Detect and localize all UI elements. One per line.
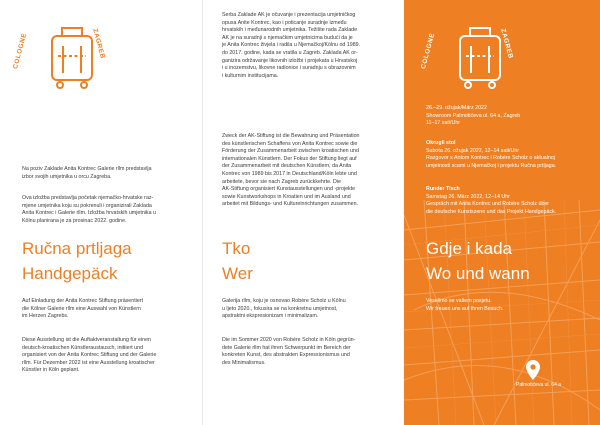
text-line: mjene umjetnika koju su pokrenuli i organizirali Zaklada (22, 202, 152, 209)
text-line: im Herzen Zagrebs. (22, 313, 69, 320)
logo-city-right: ZAGREB (499, 28, 515, 60)
text-line: Subota 26. ožujak 2022, 12–14 sati/Uhr (426, 147, 520, 154)
headline-hr: Tko (222, 239, 251, 258)
intro-hr (22, 166, 197, 181)
text-line: Künstler in Köln geplant. (22, 367, 80, 374)
text-line: 11–17 sati/Uhr (426, 120, 461, 127)
suitcase-icon (18, 18, 128, 96)
text-line: der Zusammenarbeit mit deutschen Künstlern, da Anita (222, 163, 352, 170)
text-line: Diese Ausstellung ist die Auftaktveranstaltung für einen (22, 337, 151, 343)
para-de (222, 133, 404, 209)
text-line: Razgovor s Antom Kontrec i Robère Scholz o aktualnoj (426, 155, 555, 162)
text-line: Serba Zaklade AK je očuvanje i prezentacija umjetničkog (222, 12, 356, 18)
text-line: Wir freuen uns auf Ihren Besuch. (426, 305, 504, 312)
text-line: AK-Stiftung organisiert Kunstausstellungen und -projekte (222, 186, 356, 193)
welcome-text (426, 298, 596, 313)
pin-label: Palmotićeva ul. 64 a (516, 382, 562, 388)
text-line: die deutsche Kunstszene und das Projekt Handgepäck. (426, 208, 557, 215)
text-line: AK je na suradnji s njemačkim umjetnicima budući da je (222, 34, 353, 41)
text-line: sowie Kunstworkshops in Kroatien und im Ausland und (222, 193, 351, 200)
event-roundtable-de (426, 186, 596, 216)
logo-city-left: COLOGNE (12, 32, 29, 70)
headline-de: Handgepäck (22, 264, 118, 283)
text-line: hrvatskih i međunarodnih umjetnika. Težište rada Zaklade (222, 27, 358, 34)
para-de2 (222, 337, 404, 367)
text-line: konkreten Kunst, des abstrakten Expressionismus und (222, 352, 350, 359)
event-dates (426, 105, 596, 128)
text-line: Auf Einladung der Anita Kontrec Stiftung präsentiert (22, 298, 144, 304)
text-line: deutsch-kroatischen Künstleraustausch, initiiert und (22, 344, 144, 351)
text-line: apstraktni ekspresionizam i minimalizam. (222, 313, 319, 320)
event-title: Runder Tisch (426, 186, 460, 192)
para-de1 (22, 298, 200, 321)
text-line: i kulturnim institucijama. (222, 72, 279, 79)
suitcase-logo (420, 18, 536, 96)
para-hr (222, 12, 402, 80)
headline-de: Wo und wann (426, 264, 530, 283)
text-line: Die im Sommer 2020 von Robère Scholz in Köln gegrün- (222, 337, 356, 343)
text-line: je Anita Kontrec živjela i radila u Njemačkoj/Kölnu od 1989. (222, 42, 361, 49)
text-line: Showroom Palmotićeva ul. 64 a, Zagreb (426, 112, 521, 119)
text-line: organisiert von der Anita Kontrec Stiftung und der Galerie (22, 352, 157, 359)
text-line: Kölnu planirana je za prosinac 2022. godine. (22, 217, 127, 224)
text-line: u ljeto 2020., fokusira se na konkretnu umjetnost, (222, 305, 338, 312)
text-line: opusa Anite Kontrec, kao i poticanje suradnje između (222, 19, 347, 26)
event-roundtable-hr (426, 140, 596, 170)
text-line: Gespräch mit Anita Kontrec und Robère Scholz über (426, 201, 550, 208)
text-line: ganizira održavanje likovnih izložbi i projekata u Hrvatskoj (222, 57, 358, 64)
text-line: Kontrec von 1989 bis 2017 in Deutschland/Köln lebte und (222, 170, 357, 177)
panel-middle (202, 0, 404, 425)
text-line: die Kölner Galerie rllm eine Auswahl von Künstlern (22, 305, 141, 312)
text-line: arbeitete, bevor sie nach Zagreb zurückkehrte. Die (222, 178, 341, 185)
text-line: arbeitet mit Bildungs- und Kultureinrichtungen zusammen. (222, 201, 359, 208)
para-de2 (22, 337, 200, 375)
text-line: des Minimalismus. (222, 359, 266, 366)
text-line: Anita Kontrec i Galerie rllm. Izložba hrvatskih umjetnika u (22, 210, 156, 217)
text-line: des künstlerischen Schaffens von Anita Kontrec sowie die (222, 140, 358, 147)
text-line: Na poziv Zaklade Anita Kontrec Galerie rllm predstavlja (22, 166, 152, 172)
headline-hr: Ručna prtljaga (22, 239, 132, 258)
text-line: Ova izložba predstavlja početak njemačko-hrvatske raz- (22, 195, 154, 201)
headline-hr: Gdje i kada (426, 239, 512, 258)
text-line: internationalen Künstlern. Der Fokus der Stiftung liegt auf (222, 155, 357, 162)
text-line: Zweck der AK-Stiftung ist die Bewahrung und Präsentation (222, 133, 360, 139)
headline-de: Wer (222, 264, 253, 283)
panel-right (404, 0, 600, 425)
text-line: izbor svojih umjetnika u orcu Zagreba. (22, 173, 112, 180)
text-line: do 2017. godine, kada se vratila u Zagreb. Zaklada AK or- (222, 49, 358, 56)
text-line: umjetnosti scami u Njemačkoj i projektu Ručna prtljaga. (426, 162, 557, 169)
event-title: Okrugli stol (426, 140, 456, 146)
logo-city-right: ZAGREB (91, 28, 107, 60)
text-line: Veselimo se vašem posjetu. (426, 298, 492, 304)
text-line: dete Galerie rllm hat ihren Schwerpunkt im Bereich der (222, 344, 351, 351)
text-line: Samstag 26. März 2022, 12–14 Uhr (426, 193, 510, 200)
text-line: rllm. Für Dezember 2022 ist eine Ausstellung kroatischer (22, 359, 155, 366)
panel-left (0, 0, 202, 425)
para-hr (22, 195, 200, 225)
para-hr2 (222, 298, 404, 321)
text-line: Galerija rllm, koju je osnovao Robère Scholz u Kölnu (222, 298, 346, 304)
suitcase-logo (12, 18, 128, 96)
text-line: 26.–29. ožujak/März 2022 (426, 105, 487, 111)
logo-city-left: COLOGNE (420, 32, 437, 70)
text-line: i u inozemstvu, likovne radionice i suradnju s obrazovnim (222, 65, 356, 72)
suitcase-icon (426, 18, 536, 96)
text-line: Förderung der Zusammenarbeit zwischen kroatischen und (222, 148, 359, 155)
